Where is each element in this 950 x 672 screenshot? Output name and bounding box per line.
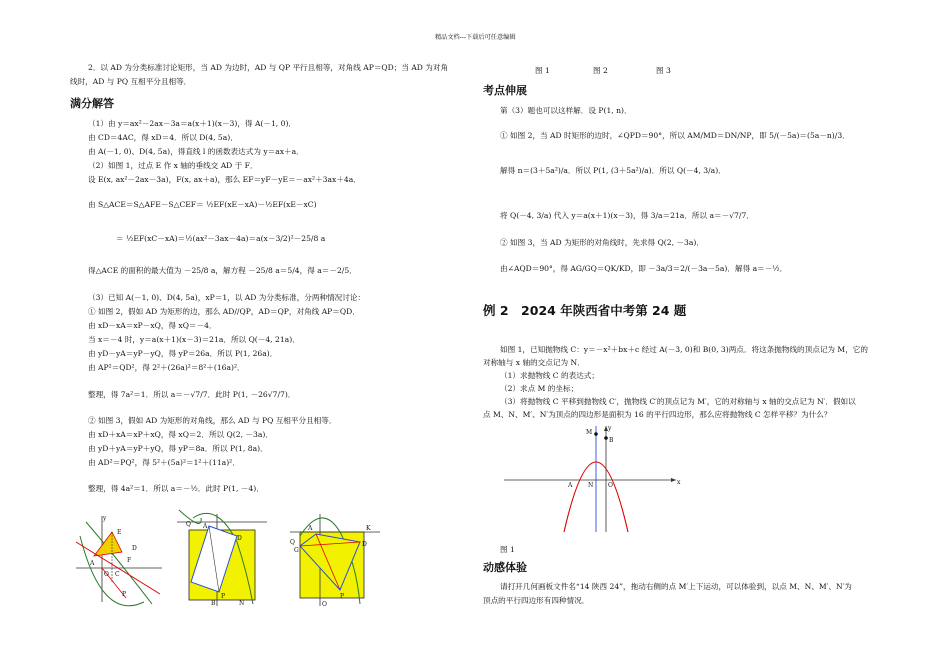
example-title: 例 2 2024 年陕西省中考第 24 题 [483,303,687,318]
svg-text:B: B [211,600,216,607]
svg-text:P: P [122,591,127,598]
example-graph [500,422,680,534]
solution-line: 由 xD－xA＝xP－xQ，得 xQ＝－4． [88,321,217,330]
svg-text:A: A [308,525,313,532]
solution-line: 由 AD²＝PQ²，得 5²＋(5a)²＝1²＋(11a)²． [88,458,240,467]
svg-text:N: N [588,482,594,489]
svg-text:D: D [362,541,367,548]
dynamic-line: 顶点的平行四边形有四种情况． [483,596,590,605]
extension-line: ② 如图 3，当 AD 为矩形的对角线时，先求得 Q(2, －3a)． [500,238,704,247]
svg-text:B: B [609,437,614,444]
solution-line: 由 yD＋yA＝yP＋yQ，得 yP＝8a．所以 P(1, 8a)． [88,444,268,453]
svg-text:y: y [103,515,107,522]
svg-text:M: M [586,429,593,436]
solution-line: （2）如图 1，过点 E 作 x 轴的垂线交 AD 于 F． [88,161,258,170]
extension-line: 将 Q(－4, 3/a) 代入 y＝a(x＋1)(x－3)，得 3/a＝21a．所以 a＝－√7/7． [500,211,754,220]
svg-text:O: O [104,571,109,578]
svg-text:A: A [568,482,573,489]
svg-text:P: P [221,593,226,600]
section-title: 考点伸展 [483,84,527,97]
solution-line: 整理，得 4a²＝1．所以 a＝－½．此时 P(1, －4)． [88,484,264,493]
svg-text:D: D [237,535,242,542]
extension-line: 解得 n＝(3＋5a²)/a．所以 P(1, (3＋5a²)/a)．所以 Q(－4, 3/a)． [500,166,726,175]
solution-line: 由 yD－yA＝yP－yQ，得 yP＝26a．所以 P(1, 26a)． [88,349,278,358]
figure-caption: 图 1 [500,545,515,554]
solution-line: （3）已知 A(－1, 0)、D(4, 5a)，xP＝1，以 AD 为分类标准，分两种情况讨论： [88,293,366,302]
svg-text:E: E [117,529,122,536]
figure-1-graph [72,512,164,606]
page-header: 精品文档---下载后可任意编辑 [435,34,516,41]
solution-line: 当 x＝－4 时，y＝a(x＋1)(x－3)＝21a．所以 Q(－4, 21a)． [88,335,300,344]
problem-line: 对称轴与 x 轴的交点记为 N． [483,358,585,367]
solution-line: 由 A(－1, 0)、D(4, 5a)，得直线 l 的函数表达式为 y＝ax＋a． [88,147,304,156]
solution-line: 得△ACE 的面积的最大值为 －25/8 a，解方程 －25/8 a＝5/4，得 a＝－2/5． [88,266,357,275]
svg-text:A: A [203,523,208,530]
figure-3-graph [286,512,382,608]
figure-caption: 图 1 [535,66,550,75]
solution-line: 整理，得 7a²＝1．所以 a＝－√7/7．此时 P(1, －26√7/7)． [88,390,296,399]
problem-line: 如图 1，已知抛物线 C：y＝－x²＋bx＋c 经过 A(－3, 0)和 B(0, 3)两点．将这条抛物线的顶点记为 M，它的 [500,345,868,354]
svg-text:N: N [239,600,245,607]
svg-text:F: F [127,557,132,564]
problem-line: （1）求抛物线 C 的表达式； [500,371,599,380]
solution-line: 由 CD＝4AC，得 xD＝4．所以 D(4, 5a)． [88,133,238,142]
figure-caption: 图 2 [593,66,608,75]
intro-line: 线时，AD 与 PQ 互相平分且相等． [70,77,192,86]
dynamic-line: 请打开几何画板文件名“14 陕西 24”，拖动右侧的点 M′上下运动，可以体验到，以点 M、N、M′、N′为 [500,582,852,591]
solution-line: ① 如图 2，假如 AD 为矩形的边，那么 AD//QP，AD＝QP，对角线 AP＝QD． [88,307,360,316]
svg-text:x: x [677,479,681,486]
extension-line: 由∠AQD＝90°，得 AG/GQ＝QK/KD，即 －3a/3＝2/(－3a－5a)．解得 a＝－½． [500,264,788,273]
svg-text:Q: Q [186,521,191,528]
svg-text:Q: Q [290,539,295,546]
svg-text:K: K [366,525,371,532]
svg-text:O: O [608,482,613,489]
solution-line: （1）由 y＝ax²－2ax－3a＝a(x＋1)(x－3)，得 A(－1, 0)． [88,119,297,128]
extension-line: 第（3）题也可以这样解．设 P(1, n)． [500,106,632,115]
svg-text:y: y [608,425,612,432]
svg-text:O: O [322,601,327,608]
solution-line: 由 S△ACE＝S△AFE－S△CEF＝ ½EF(xE－xA)－½EF(xE－xC) [88,200,317,209]
problem-line: 点 M、N、M′、N′为顶点的四边形是面积为 16 的平行四边形，那么应将抛物线 C 怎样平移？为什么？ [483,410,832,419]
section-title: 满分解答 [70,97,114,110]
figure-caption: 图 3 [656,66,671,75]
svg-text:G: G [294,547,299,554]
section-title: 动感体验 [483,561,527,574]
svg-text:C: C [115,571,120,578]
solution-line: 由 AP²＝QD²，得 2²＋(26a)²＝8²＋(16a)²． [88,363,245,372]
svg-text:P: P [340,593,345,600]
svg-text:D: D [132,545,137,552]
intro-line: 2．以 AD 为分类标准讨论矩形，当 AD 为边时，AD 与 QP 平行且相等，对角线 AP＝QD；当 AD 为对角 [88,63,449,72]
solution-line: 由 xD＋xA＝xP＋xQ，得 xQ＝2．所以 Q(2, －3a)． [88,430,273,439]
solution-line: ＝ ½EF(xC－xA)＝½(ax²－3ax－4a)＝a(x－3/2)²－25/8 a [116,234,326,243]
solution-line: 设 E(x, ax²－2ax－3a)，F(x, ax＋a)，那么 EF＝yF－yE＝－ax²＋3ax＋4a． [88,175,361,184]
extension-line: ① 如图 2，当 AD 时矩形的边时，∠QPD＝90°，所以 AM/MD＝DN/NP，即 5/(－5a)＝(5a－n)/3． [500,131,850,140]
solution-line: ② 如图 3，假如 AD 为矩形的对角线，那么 AD 与 PQ 互相平分且相等． [88,416,337,425]
problem-line: （2）求点 M 的坐标； [500,384,579,393]
problem-line: （3）将抛物线 C 平移到抛物线 C′，抛物线 C′的顶点记为 M′，它的对称轴与 x 轴的交点记为 N′．假如以 [500,397,856,406]
figure-2-graph [173,512,269,608]
svg-text:A: A [90,560,95,567]
